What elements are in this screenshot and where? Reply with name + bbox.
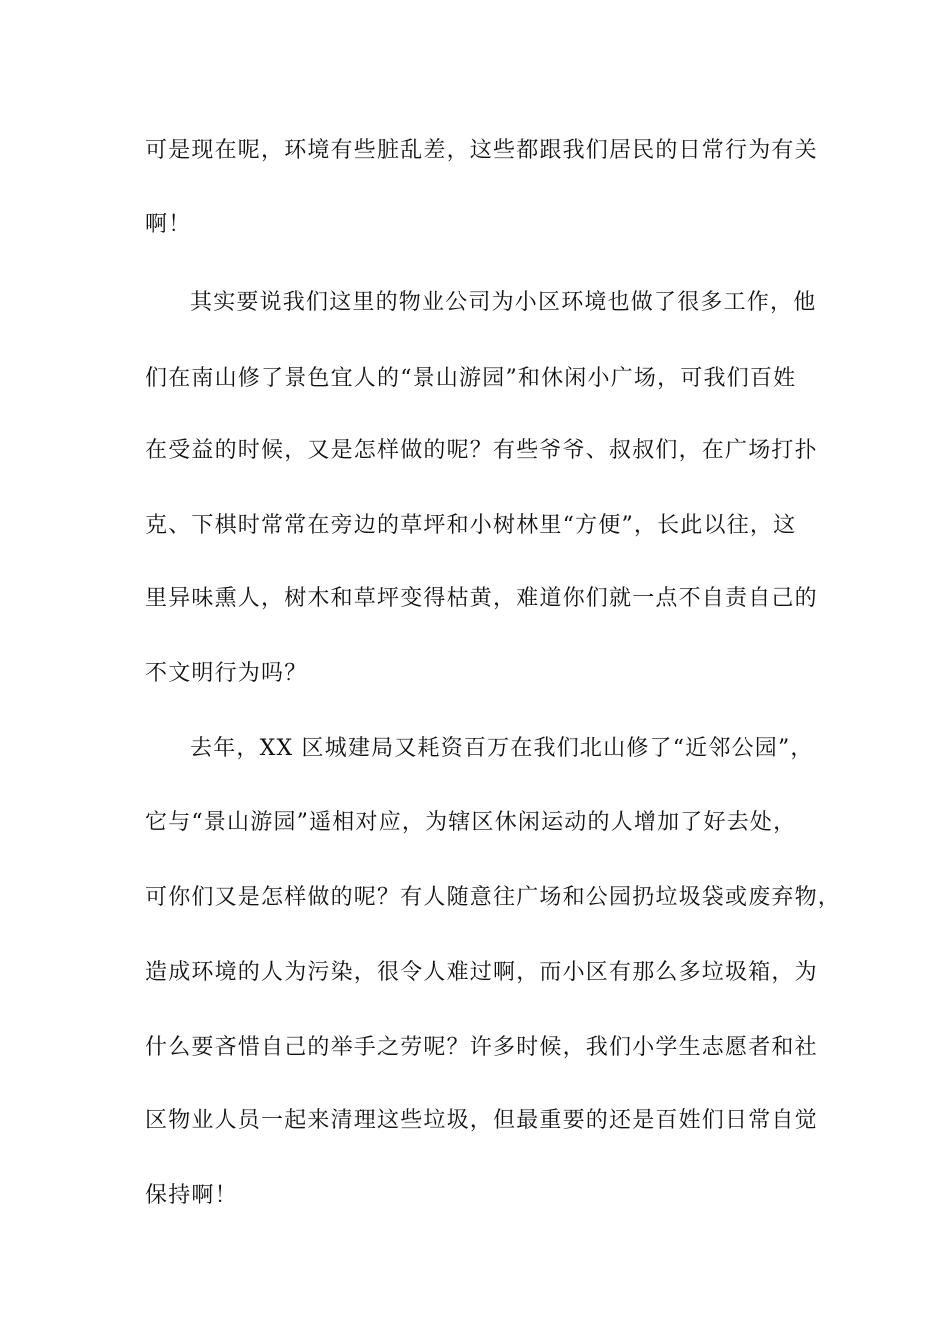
text-line: 造成环境的人为污染，很令人难过啊，而小区有那么多垃圾箱，为: [145, 960, 818, 985]
text-line: 可你们又是怎样做的呢？有人随意往广场和公园扔垃圾袋或废弃物，: [145, 885, 842, 910]
text-line: 它与“景山游园”遥相对应，为辖区休闲运动的人增加了好去处，: [145, 810, 797, 835]
text-line: 不文明行为吗？: [145, 661, 308, 686]
text-line: 里异味熏人，树木和草坪变得枯黄，难道你们就一点不自责自己的: [145, 586, 818, 611]
text-line: 克、下棋时常常在旁边的草坪和小树林里“方便”，长此以往，这: [145, 513, 797, 538]
text-line: 什么要吝惜自己的举手之劳呢？许多时候，我们小学生志愿者和社: [145, 1035, 818, 1060]
text-line: 保持啊！: [145, 1183, 238, 1208]
paragraph-start-line: 其实要说我们这里的物业公司为小区环境也做了很多工作，他: [190, 290, 817, 315]
text-line: 们在南山修了景色宜人的“景山游园”和休闲小广场，可我们百姓: [145, 366, 797, 391]
paragraph-start-line: 去年，XX 区城建局又耗资百万在我们北山修了“近邻公园”，: [190, 736, 814, 761]
text-line: 区物业人员一起来清理这些垃圾，但最重要的还是百姓们日常自觉: [145, 1108, 818, 1133]
text-line: 在受益的时候，又是怎样做的呢？有些爷爷、叔叔们，在广场打扑: [145, 438, 818, 463]
text-line: 啊！: [145, 212, 192, 237]
text-line: 可是现在呢，环境有些脏乱差，这些都跟我们居民的日常行为有关: [145, 138, 818, 163]
